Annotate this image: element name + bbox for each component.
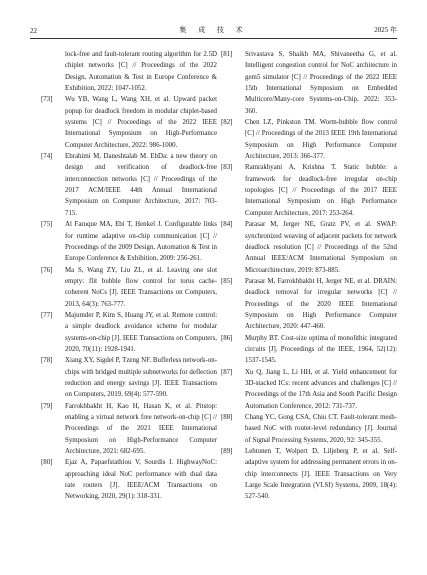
reference-text: Ebrahimi M, Daneshtalab M. EbDa: a new theory on design and verification of deadlock-free interconnection networks [C] // Proceedings of the 2017 ACM/IEEE 44th Annual International Symposium on Computer Architecture, 2017: 703-715. bbox=[65, 153, 217, 217]
reference-text: Ramrakhyani A, Krishna T. Static bubble: a framework for deadlock-free irregular on-chip topologies [C] // Proceedings of the 2017 IEEE International Symposium on High Performance Computer Architecture, 2017: 253-264. bbox=[245, 164, 397, 217]
reference-text: Murphy BT. Cost-size optima of monolithic integrated circuits [J]. Proceedings of the IEEE, 1964, 52(12): 1537-1545. bbox=[245, 334, 397, 365]
header-rule bbox=[30, 38, 397, 39]
reference-81 bbox=[221, 49, 397, 117]
journal-title: 集 成 技 术 bbox=[179, 26, 248, 34]
reference-88 bbox=[221, 412, 397, 446]
reference-78 bbox=[41, 355, 217, 400]
reference-84 bbox=[221, 219, 397, 276]
reference-80 bbox=[41, 457, 217, 502]
right-reference-column bbox=[221, 49, 397, 503]
reference-text: Chang YC, Gong CSA, Chiu CT. Fault-tolerant mesh-based NoC with router-level redundancy [J]. Journal of Signal Processing Systems, 2020, 92: 345-355. bbox=[245, 414, 397, 444]
reference-74 bbox=[41, 151, 217, 219]
reference-text: Majumder P, Kim S, Huang JY, et al. Remote control: a simple deadlock avoidance scheme for modular systems-on-chip [J]. IEEE Transactions on Computers, 2020, 70(11): 1928-1941. bbox=[65, 311, 217, 353]
reference-number: [75] bbox=[41, 221, 53, 229]
reference-76 bbox=[41, 265, 217, 310]
reference-continuation bbox=[41, 49, 217, 94]
reference-number: [88] bbox=[221, 414, 233, 421]
reference-82 bbox=[221, 117, 397, 162]
reference-number: [85] bbox=[221, 277, 233, 285]
reference-text: Xu Q, Jiang L, Li HH, et al. Yield enhancement for 3D-stacked ICs: recent advances and challenges [C] // Proceedings of the 17th Asia and South Pacific Design Automation Conference, 2012: 731-737. bbox=[245, 368, 397, 410]
reference-text: Parasar M, Farrokhbakht H, Jerger NE, et al. DRAIN: deadlock removal for irregular networks [C] // Proceedings of the 2020 IEEE International Symposium on High Performance Computer Architecture, 2020: 447-460. bbox=[245, 277, 397, 331]
reference-text: Farrokhbakht H, Kao H, Hasan K, et al. Pitstop: enabling a virtual network free network-on-chip [C] // Proceedings of the 2021 IEEE International Symposium on High-Performance Computer Architecture, 2021: 682-695. bbox=[65, 402, 217, 456]
reference-text: Al Faruque MA, Ebi T, Henkel J. Configurable links for runtime adaptive on-chip communication [C] // Proceedings of the 2009 Design, Automation & Test in Europe Conference & Exhibition, 2009: 256-261. bbox=[65, 221, 217, 263]
reference-number: [87] bbox=[221, 368, 233, 376]
reference-text: Ma S, Wang ZY, Liu ZL, et al. Leaving one slot empty: flit bubble flow control for torus cache-coherent NoCs [J]. IEEE Transactions on Computers, 2013, 64(3): 763-777. bbox=[65, 266, 217, 308]
reference-number: [82] bbox=[221, 119, 233, 127]
reference-77 bbox=[41, 310, 217, 355]
reference-text: Lehtonen T, Wolpert D, Liljeberg P, et al. Self-adaptive system for addressing permanent errors in on-chip interconnects [J]. IEEE Transactions on Very Large Scale Integration (VLSI) Systems, 2009, 18(4): 527-540. bbox=[245, 448, 397, 501]
reference-75 bbox=[41, 219, 217, 264]
page-header bbox=[30, 0, 397, 38]
reference-text: lock-free and fault-tolerant routing algorithm for 2.5D chiplet networks [C] // Proceedings of the 2022 Design, Automation & Test in Europe Conference & Exhibition, 2022: 1047-1052. bbox=[65, 51, 217, 93]
reference-text: Srivastava S, Shaikh MA, Shivaneetha G, et al. Intelligent congestion control for NoC architecture in gem5 simulator [C] // Proceedings of the 2022 IEEE 15th International Symposium on Embedded Multicore/Many-core Systems-on-Chip, 2022: 353-360. bbox=[245, 51, 397, 115]
reference-number: [74] bbox=[41, 153, 53, 161]
reference-number: [84] bbox=[221, 221, 233, 229]
reference-73 bbox=[41, 94, 217, 151]
journal-year: 2025 年 bbox=[374, 26, 397, 34]
reference-79 bbox=[41, 401, 217, 458]
reference-number: [79] bbox=[41, 402, 53, 410]
left-reference-column bbox=[41, 49, 217, 503]
reference-text: Chen LZ, Pinkston TM. Worm-bubble flow control [C] // Proceedings of the 2013 IEEE 19th International Symposium on High Performance Computer Architecture, 2013: 366-377. bbox=[245, 119, 397, 161]
reference-text: Xiang XY, Sigdel P, Tzeng NF. Bufferless network-on-chips with bridged multiple subnetworks for deflection reduction and energy savings [J]. IEEE Transactions on Computers, 2019, 69(4): 577-590. bbox=[65, 357, 217, 399]
reference-number: [89] bbox=[221, 448, 233, 456]
reference-number: [76] bbox=[41, 266, 53, 274]
reference-number: [80] bbox=[41, 459, 53, 467]
reference-number: [86] bbox=[221, 334, 233, 342]
reference-number: [73] bbox=[41, 96, 53, 104]
reference-text: Wu YB, Wang L, Wang XH, et al. Upward packet popup for deadlock freedom in modular chiplet-based systems [C] // Proceedings of the 2022 IEEE International Symposium on High-Performance Computer Architecture, 2022: 986-1000. bbox=[65, 96, 217, 149]
page-number: 22 bbox=[30, 27, 37, 35]
reference-text: Parasar M, Jerger NE, Gratz PV, et al. SWAP: synchronized weaving of adjacent packets for network deadlock resolution [C] // Proceedings of the 52nd Annual IEEE/ACM International Symposium on Microarchitecture, 2019: 873-885. bbox=[245, 221, 397, 274]
reference-89 bbox=[221, 446, 397, 503]
reference-85 bbox=[221, 276, 397, 333]
reference-number: [78] bbox=[41, 357, 53, 365]
reference-text: Ejaz A, Papaefstathiou V, Sourdis I. HighwayNoC: approaching ideal NoC performance with dual data rate routers [J]. IEEE/ACM Transactions on Networking, 2020, 29(1): 318-331. bbox=[65, 459, 217, 501]
reference-number: [77] bbox=[41, 311, 53, 319]
reference-86 bbox=[221, 333, 397, 367]
reference-87 bbox=[221, 367, 397, 412]
reference-83 bbox=[221, 162, 397, 219]
reference-number: [81] bbox=[221, 51, 233, 58]
reference-number: [83] bbox=[221, 164, 233, 172]
